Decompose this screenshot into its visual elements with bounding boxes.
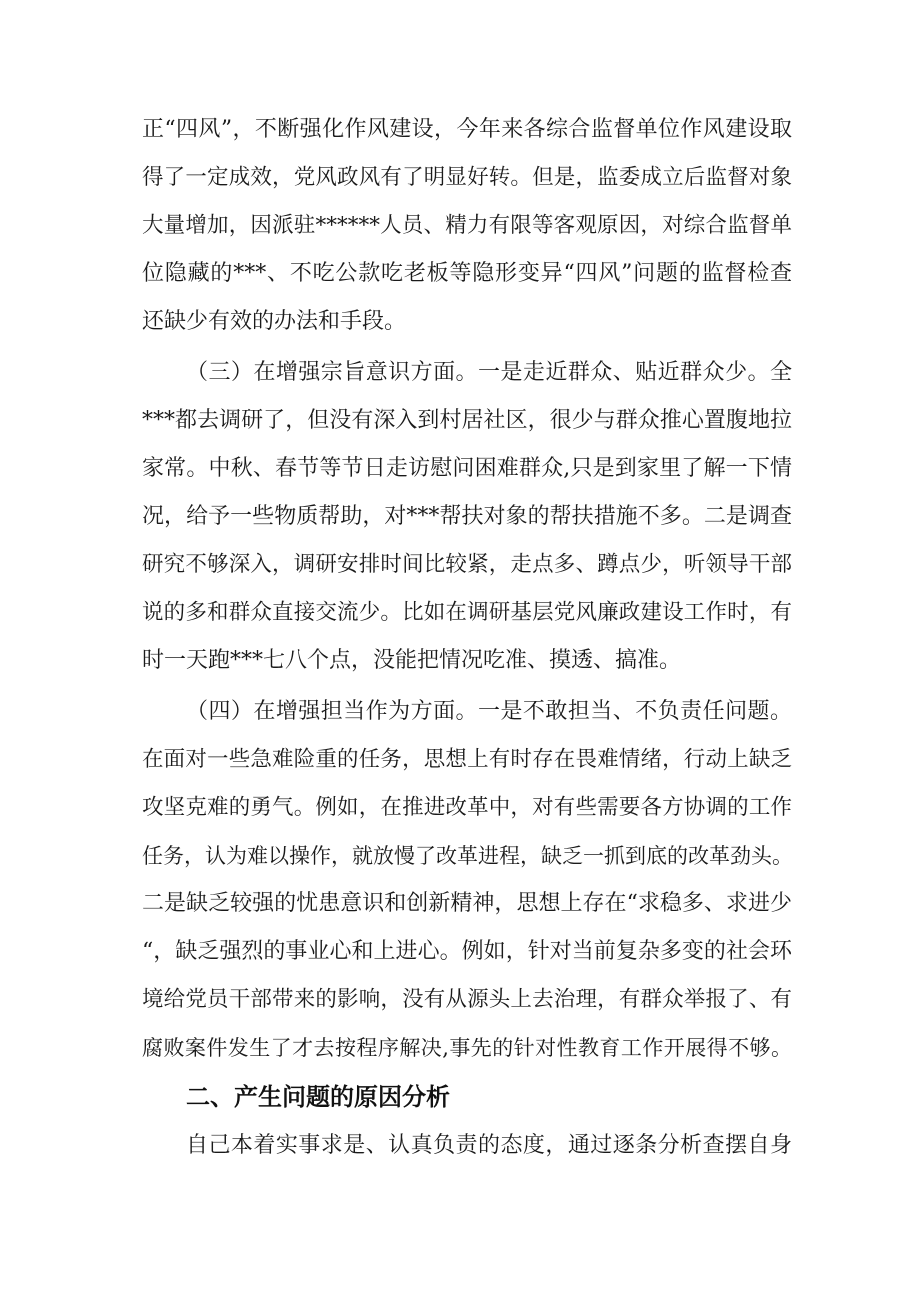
paragraph-2-line-1: （三）在增强宗旨意识方面。一是走近群众、贴近群众少。全	[186, 360, 792, 385]
paragraph-2-line-3: 家常。中秋、春节等节日走访慰问困难群众,只是到家里了解一下情	[142, 456, 792, 481]
paragraph-2-line-5: 研究不够深入，调研安排时间比较紧，走点多、蹲点少，听领导干部	[142, 552, 792, 577]
paragraph-4-line-1: 自己本着实事求是、认真负责的态度，通过逐条分析查摆自身	[186, 1133, 792, 1158]
paragraph-3-line-3: 攻坚克难的勇气。例如，在推进改革中，对有些需要各方协调的工作	[142, 795, 792, 820]
paragraph-3-line-6: “，缺乏强烈的事业心和上进心。例如，针对当前复杂多变的社会环	[142, 939, 792, 964]
paragraph-3-line-5: 二是缺乏较强的忧患意识和创新精神，思想上存在“求稳多、求进少	[142, 891, 792, 916]
paragraph-3-line-7: 境给党员干部带来的影响，没有从源头上去治理，有群众举报了、有	[142, 987, 792, 1012]
paragraph-2-line-2: ***都去调研了，但没有深入到村居社区，很少与群众推心置腹地拉	[142, 408, 792, 433]
paragraph-1-line-4: 位隐藏的***、不吃公款吃老板等隐形变异“四风”问题的监督检查	[142, 261, 792, 286]
paragraph-3-line-1: （四）在增强担当作为方面。一是不敢担当、不负责任问题。	[186, 699, 792, 724]
paragraph-1-line-1: 正“四风”，不断强化作风建设，今年来各综合监督单位作风建设取	[142, 117, 792, 142]
paragraph-2-line-4: 况，给予一些物质帮助，对***帮扶对象的帮扶措施不多。二是调查	[142, 504, 792, 529]
paragraph-3-line-8: 腐败案件发生了才去按程序解决,事先的针对性教育工作开展得不够。	[142, 1036, 792, 1060]
paragraph-2-line-6: 说的多和群众直接交流少。比如在调研基层党风廉政建设工作时，有	[142, 600, 792, 625]
section-heading: 二、产生问题的原因分析	[186, 1083, 450, 1111]
paragraph-2-line-7: 时一天跑***七八个点，没能把情况吃准、摸透、搞准。	[142, 648, 682, 673]
paragraph-3-line-2: 在面对一些急难险重的任务，思想上有时存在畏难情绪，行动上缺乏	[142, 747, 792, 772]
paragraph-3-line-4: 任务，认为难以操作，就放慢了改革进程，缺乏一抓到底的改革劲头。	[142, 844, 793, 868]
paragraph-1-line-2: 得了一定成效，党风政风有了明显好转。但是，监委成立后监督对象	[142, 165, 792, 190]
paragraph-1-line-3: 大量增加，因派驻******人员、精力有限等客观原因，对综合监督单	[142, 213, 792, 238]
paragraph-1-line-5: 还缺少有效的办法和手段。	[142, 309, 407, 334]
